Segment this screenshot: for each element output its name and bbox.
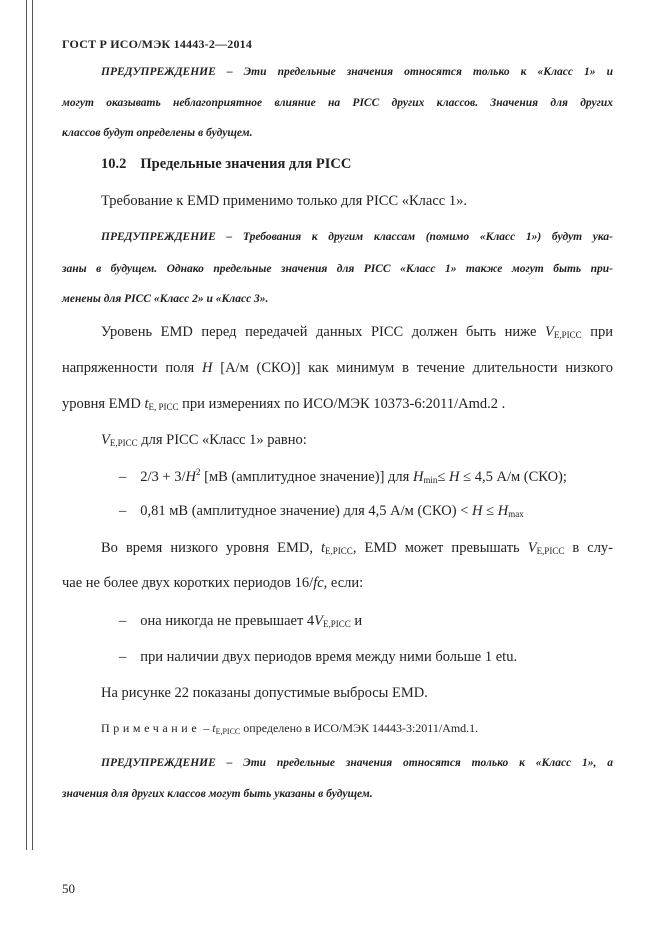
warning-1-line-2: могут оказывать неблагоприятное влияние на PICC других классов. Значения для других: [62, 97, 613, 109]
list-item-never-exceeds: – она никогда не превышает $4V_{E,PICC}$ и: [119, 613, 363, 629]
list-item-constant: – 0,81 мВ (амплитудное значение) для 4,5 А/м $(СКО) < H \le H_{max}$: [119, 503, 524, 519]
note-label: Примечание: [101, 721, 201, 735]
warning-1-line-1: ПРЕДУПРЕЖДЕНИЕ – Эти предельные значения относятся только к «Класс 1» и: [101, 66, 613, 78]
paragraph-emd-requirement: Требование к EMD применимо только для PICC «Класс 1».: [101, 193, 467, 209]
margin-rule-inner: [32, 0, 33, 850]
paragraph-emd-level-line-1: Уровень EMD перед передачей данных PICC должен быть ниже $V_{E,PICC}$ при: [101, 324, 614, 340]
warning-2-line-3: менены для PICC «Класс 2» и «Класс 3».: [62, 293, 269, 305]
warning-2-line-1: ПРЕДУПРЕЖДЕНИЕ – Требования к другим классам (помимо «Класс 1») будут ука-: [101, 231, 613, 243]
paragraph-emd-low-level-line-1: Во время низкого уровня EMD, $t_{E,PICC}$, EMD может превышать $V_{E,PICC}$ в слу-: [101, 540, 614, 556]
document-header: ГОСТ Р ИСО/МЭК 14443-2—2014: [62, 37, 253, 51]
warning-3-line-2: значения для других классов могут быть указаны в будущем.: [62, 788, 373, 800]
warning-1-line-3: классов будут определены в будущем.: [62, 127, 253, 139]
section-heading: [101, 156, 351, 173]
warning-3-line-1: ПРЕДУПРЕЖДЕНИЕ – Эти предельные значения относятся только к «Класс 1», а: [101, 757, 613, 769]
paragraph-figure-reference: На рисунке 22 показаны допустимые выбросы EMD.: [101, 685, 428, 701]
paragraph-emd-level-line-2: напряженности поля H [А/м (СКО)] как минимум в течение длительности низкого: [62, 360, 613, 376]
page-number: 50: [62, 881, 75, 896]
warning-2-line-2: заны в будущем. Однако предельные значения для PICC «Класс 1» также могут быть при-: [62, 263, 613, 275]
list-item-formula: – $2/3 + 3/H^2$ [мВ (амплитудное значение)] для $H_{min}\le H \le 4,5$ А/м (СКО);: [119, 467, 567, 485]
paragraph-vepicc-class1: $V_{E,PICC}$ для PICC «Класс 1» равно:: [101, 432, 307, 448]
paragraph-emd-low-level-line-2: чае не более двух коротких периодов 16/fc, если:: [62, 575, 364, 591]
note: Примечание – $t_{E,PICC}$ определено в ИСО/МЭК 14443-3:2011/Amd.1.: [101, 721, 479, 736]
section-number: 10.2: [101, 156, 127, 172]
section-title: Предельные значения для PICC: [140, 156, 352, 172]
list-item-two-periods: – при наличии двух периодов время между ними больше 1 etu.: [119, 649, 518, 665]
margin-rule-outer: [26, 0, 27, 850]
paragraph-emd-level-line-3: уровня EMD $t_{E, PICC}$ при измерениях по ИСО/МЭК 10373-6:2011/Amd.2 .: [62, 396, 506, 412]
